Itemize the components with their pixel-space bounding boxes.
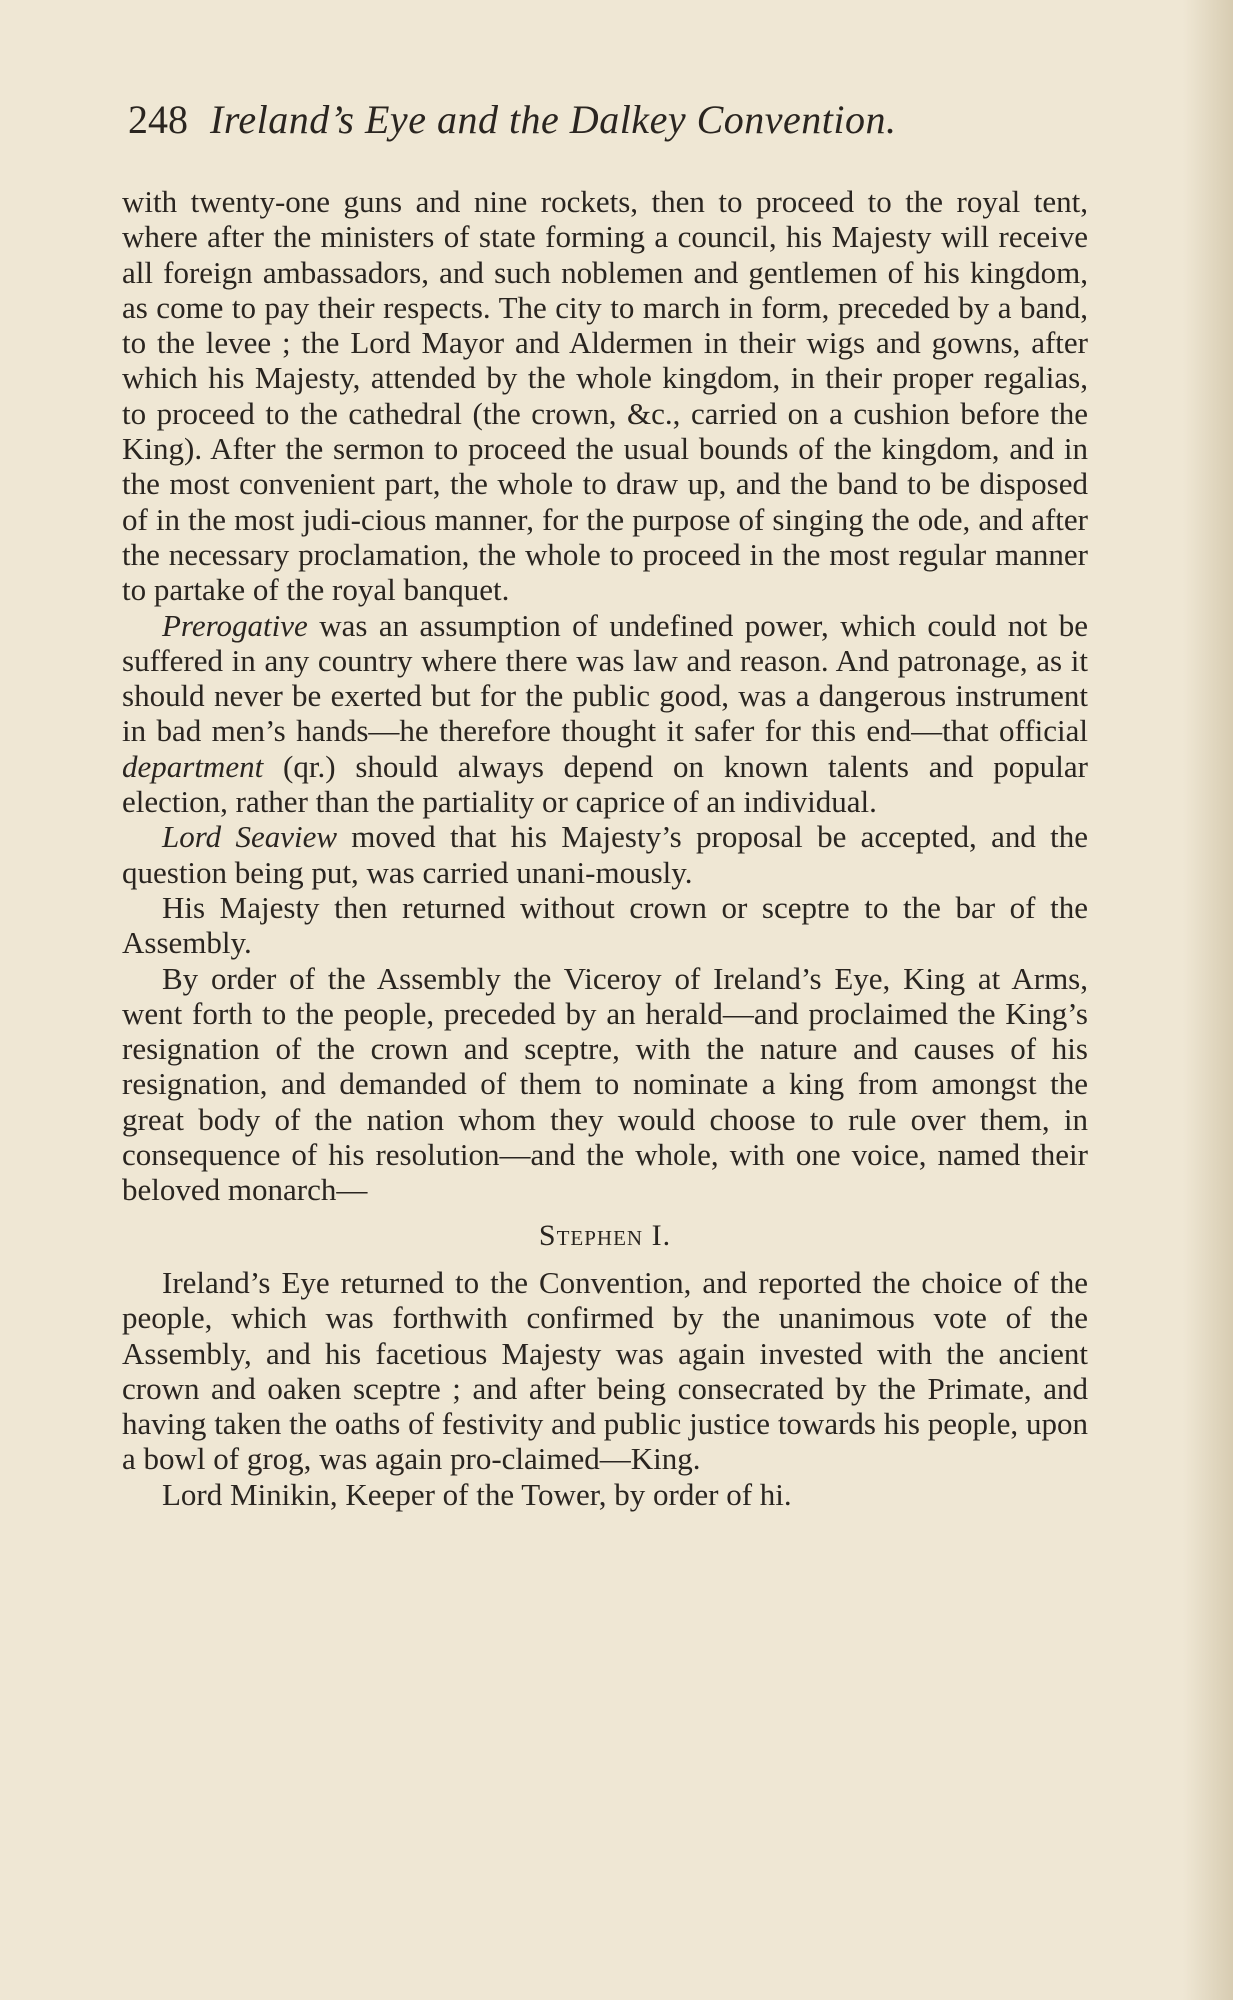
paragraph-by-order: By order of the Assembly the Viceroy of Ireland’s Eye, King at Arms, went forth to the people, preceded by an herald—and proclaimed the King’s resignation of the crown and sceptre, with the nature and causes of his resignation, and demanded of them to nominate a king from amongst the great body of the nation whom they would choose to rule over them, in consequence of his resolution—and the whole, with one voice, named their beloved monarch— xyxy=(122,960,1088,1208)
italic-name-lord-seaview: Lord Seaview xyxy=(162,819,338,855)
page-body xyxy=(122,184,1088,1512)
italic-term-prerogative: Prerogative xyxy=(162,607,308,643)
paragraph-text: was an assumption of undefined power, which could not be suffered in any country where there was law and reason. And patronage, as it should never be exerted but for the public good, was a dangerous instrument in bad men’s hands—he therefore thought it safer for this end—that official xyxy=(122,607,1088,749)
proclaimed-name-heading: Stephen I. xyxy=(538,1218,672,1252)
paragraph-lord-minikin: Lord Minikin, Keeper of the Tower, by order of hi. xyxy=(162,1476,792,1512)
page-edge-shadow xyxy=(1183,0,1233,2000)
paragraph-prerogative xyxy=(122,608,1088,820)
paragraph-majesty-returned: His Majesty then returned without crown or sceptre to the bar of the Assembly. xyxy=(122,889,1088,961)
paragraph-text: (qr.) should always depend on known talents and popular election, rather than the partiality or caprice of an individual. xyxy=(122,748,1088,820)
paragraph-continuation: with twenty-one guns and nine rockets, then to proceed to the royal tent, where after the ministers of state forming a council, his Majesty will receive all foreign ambassadors, and such noblemen and gentlemen of his kingdom, as come to pay their respects. The city to march in form, preceded by a band, to the levee ; the Lord Mayor and Aldermen in their wigs and gowns, after which his Majesty, attended by the whole kingdom, in their proper regalias, to proceed to the cathedral (the crown, &c., carried on a cushion before the King). After the sermon to proceed the usual bounds of the kingdom, and in the most convenient part, the whole to draw up, and the band to be disposed of in the most judi-cious manner, for the purpose of singing the ode, and after the necessary proclamation, the whole to proceed in the most regular manner to partake of the royal banquet. xyxy=(122,184,1088,608)
page-number: 248 xyxy=(128,97,188,142)
paragraph-text: moved that his Majesty’s proposal be accepted, and the question being put, was carried unani-mously. xyxy=(122,819,1088,890)
page-header xyxy=(128,92,1048,148)
italic-term-department: department xyxy=(122,748,264,784)
running-title: Ireland’s Eye and the Dalkey Convention. xyxy=(210,97,897,142)
paragraph-irelands-eye-returned: Ireland’s Eye returned to the Convention, and reported the choice of the people, which was forthwith confirmed by the unanimous vote of the Assembly, and his facetious Majesty was again invested with the ancient crown and oaken sceptre ; and after being consecrated by the Primate, and having taken the oaths of festivity and public justice towards his people, upon a bowl of grog, was again pro-claimed—King. xyxy=(122,1264,1088,1477)
paragraph-lord-seaview xyxy=(122,819,1088,890)
